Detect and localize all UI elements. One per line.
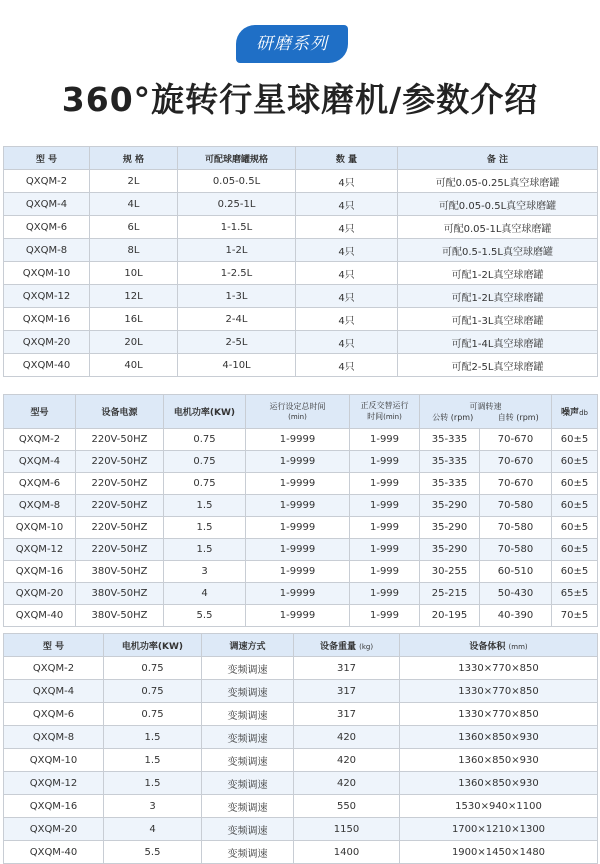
table-cell: 1-2L: [178, 239, 296, 262]
table-cell: 0.75: [104, 703, 202, 726]
header-speed-mode: 调速方式: [202, 634, 294, 657]
header-run-time-unit: (min): [288, 412, 307, 421]
table-cell: 6L: [90, 216, 178, 239]
header-remark: 备 注: [398, 147, 598, 170]
header-reverse-unit: (min): [383, 413, 402, 421]
header-weight: [294, 634, 400, 657]
table-row: [4, 473, 598, 495]
header-run-time-label: 运行设定总时间: [269, 401, 326, 411]
table-cell: 5.5: [104, 841, 202, 864]
table-cell: 1-999: [350, 517, 420, 539]
table-cell: 220V-50HZ: [76, 495, 164, 517]
table-cell: 1360×850×930: [400, 749, 598, 772]
table-cell: 4: [104, 818, 202, 841]
table-cell: 317: [294, 703, 400, 726]
table-cell: QXQM-8: [4, 495, 76, 517]
header-noise-label: 噪声: [561, 408, 580, 418]
table-cell: 60±5: [552, 429, 598, 451]
table-cell: 0.75: [164, 473, 246, 495]
table-header-row: [4, 395, 598, 429]
table-cell: 220V-50HZ: [76, 539, 164, 561]
table-cell: 317: [294, 657, 400, 680]
table-cell: QXQM-16: [4, 561, 76, 583]
page-title: 360°旋转行星球磨机/参数介绍: [61, 80, 539, 119]
table-cell: 4只: [296, 262, 398, 285]
table-cell: 1.5: [164, 539, 246, 561]
table-cell: 可配1-3L真空球磨罐: [398, 308, 598, 331]
table-cell: QXQM-40: [4, 605, 76, 627]
table-cell: QXQM-4: [4, 680, 104, 703]
table-cell: 4只: [296, 285, 398, 308]
table-cell: QXQM-8: [4, 726, 104, 749]
table-row: [4, 680, 598, 703]
table-cell: 1-9999: [246, 583, 350, 605]
table-body: [4, 657, 598, 864]
table-row: [4, 841, 598, 864]
table-cell: 1360×850×930: [400, 726, 598, 749]
table-cell: 4-10L: [178, 354, 296, 377]
table-cell: 2-4L: [178, 308, 296, 331]
header-spec: 规 格: [90, 147, 178, 170]
table-cell: 70±5: [552, 605, 598, 627]
series-badge: 研磨系列: [236, 25, 348, 63]
table-cell: QXQM-4: [4, 193, 90, 216]
header-noise: [552, 395, 598, 429]
table-cell: 35-335: [420, 473, 480, 495]
table-cell: QXQM-16: [4, 795, 104, 818]
table-cell: QXQM-20: [4, 818, 104, 841]
table-cell: 0.75: [104, 657, 202, 680]
table-cell: 可配2-5L真空球磨罐: [398, 354, 598, 377]
table-cell: 3: [104, 795, 202, 818]
table-cell: 变频调速: [202, 703, 294, 726]
table-cell: 65±5: [552, 583, 598, 605]
table-cell: 8L: [90, 239, 178, 262]
table-cell: 4只: [296, 354, 398, 377]
table-row: [4, 170, 598, 193]
table-cell: 4只: [296, 239, 398, 262]
table-cell: 60±5: [552, 451, 598, 473]
table-row: [4, 331, 598, 354]
table-cell: 可配0.05-1L真空球磨罐: [398, 216, 598, 239]
table-cell: QXQM-2: [4, 170, 90, 193]
header-reverse-time: [350, 395, 420, 429]
table-row: [4, 451, 598, 473]
table-cell: 220V-50HZ: [76, 451, 164, 473]
table-cell: 35-335: [420, 429, 480, 451]
table-cell: QXQM-4: [4, 451, 76, 473]
header-motor-power: 电机功率(KW): [164, 395, 246, 429]
table-cell: 10L: [90, 262, 178, 285]
table-cell: 1330×770×850: [400, 657, 598, 680]
table-row: [4, 193, 598, 216]
table-cell: QXQM-10: [4, 749, 104, 772]
table-cell: QXQM-10: [4, 262, 90, 285]
header-revolution: 公转 (rpm): [432, 412, 474, 422]
header-reverse-label-2: [350, 411, 419, 423]
table-cell: QXQM-2: [4, 429, 76, 451]
table-cell: 60±5: [552, 517, 598, 539]
header-jar-spec: 可配球磨罐规格: [178, 147, 296, 170]
table-row: [4, 657, 598, 680]
table-cell: 1-999: [350, 539, 420, 561]
table-cell: 70-670: [480, 451, 552, 473]
table-cell: 1330×770×850: [400, 703, 598, 726]
table-cell: 25-215: [420, 583, 480, 605]
table-cell: 1-999: [350, 605, 420, 627]
table-cell: 1-999: [350, 561, 420, 583]
table-cell: 1700×1210×1300: [400, 818, 598, 841]
header-motor-power: 电机功率(KW): [104, 634, 202, 657]
table-row: [4, 239, 598, 262]
table-cell: 0.75: [104, 680, 202, 703]
table-row: [4, 495, 598, 517]
table-cell: 60±5: [552, 473, 598, 495]
table-cell: 1-999: [350, 451, 420, 473]
table-cell: 0.05-0.5L: [178, 170, 296, 193]
table-cell: QXQM-6: [4, 473, 76, 495]
table-cell: 1-999: [350, 583, 420, 605]
table-row: [4, 216, 598, 239]
table-cell: 35-290: [420, 495, 480, 517]
table-row: [4, 605, 598, 627]
table-cell: 40-390: [480, 605, 552, 627]
table-body: [4, 429, 598, 627]
table-cell: QXQM-6: [4, 703, 104, 726]
header-speed-sub: [420, 412, 551, 423]
header-rotation: 自转 (rpm): [497, 412, 539, 422]
table-cell: QXQM-16: [4, 308, 90, 331]
header-model: 型 号: [4, 634, 104, 657]
table-cell: 变频调速: [202, 749, 294, 772]
table-cell: 1-9999: [246, 517, 350, 539]
header-model: 型 号: [4, 147, 90, 170]
table-cell: 2-5L: [178, 331, 296, 354]
table-row: [4, 308, 598, 331]
table-cell: QXQM-12: [4, 285, 90, 308]
header-power-supply: 设备电源: [76, 395, 164, 429]
table-body: [4, 170, 598, 377]
table-cell: 1360×850×930: [400, 772, 598, 795]
header-reverse-time-word: 时间: [367, 412, 384, 421]
header-weight-label: 设备重量: [319, 641, 356, 652]
table-cell: 1.5: [104, 726, 202, 749]
table-cell: 1-999: [350, 473, 420, 495]
table-cell: QXQM-8: [4, 239, 90, 262]
table-cell: 420: [294, 749, 400, 772]
table-cell: 220V-50HZ: [76, 473, 164, 495]
table-cell: QXQM-20: [4, 583, 76, 605]
table-row: [4, 262, 598, 285]
table-cell: 变频调速: [202, 795, 294, 818]
table-cell: 0.75: [164, 429, 246, 451]
table-row: [4, 703, 598, 726]
header-volume-label: 设备体积: [469, 641, 506, 652]
table-cell: QXQM-6: [4, 216, 90, 239]
table-cell: 380V-50HZ: [76, 561, 164, 583]
table-cell: 380V-50HZ: [76, 605, 164, 627]
table-cell: 4: [164, 583, 246, 605]
table-cell: 35-290: [420, 517, 480, 539]
table-cell: 1-1.5L: [178, 216, 296, 239]
table-cell: 4只: [296, 216, 398, 239]
table-cell: 70-580: [480, 539, 552, 561]
table-cell: 4只: [296, 193, 398, 216]
table-cell: 550: [294, 795, 400, 818]
jar-spec-table: [3, 146, 598, 377]
table-header-row: [4, 634, 598, 657]
dimension-spec-table: [3, 633, 598, 864]
table-row: [4, 583, 598, 605]
table-row: [4, 795, 598, 818]
table-cell: 2L: [90, 170, 178, 193]
table-cell: QXQM-40: [4, 841, 104, 864]
table-cell: 60±5: [552, 539, 598, 561]
table-cell: QXQM-12: [4, 772, 104, 795]
table-row: [4, 772, 598, 795]
header-volume-unit: (mm): [508, 642, 528, 651]
table-row: [4, 429, 598, 451]
electrical-spec-table: [3, 394, 598, 627]
table-cell: 可配0.05-0.5L真空球磨罐: [398, 193, 598, 216]
header-run-time: [246, 395, 350, 429]
table-cell: 70-580: [480, 495, 552, 517]
table-cell: 1-9999: [246, 495, 350, 517]
table-cell: 1.5: [164, 495, 246, 517]
header-noise-unit: db: [579, 409, 588, 417]
table-cell: 3: [164, 561, 246, 583]
table-cell: 4只: [296, 170, 398, 193]
table-cell: 16L: [90, 308, 178, 331]
table-cell: 变频调速: [202, 657, 294, 680]
table-cell: 220V-50HZ: [76, 429, 164, 451]
header-speed: [420, 395, 552, 429]
table-cell: 4只: [296, 308, 398, 331]
header-quantity: 数 量: [296, 147, 398, 170]
table-row: [4, 818, 598, 841]
table-cell: 420: [294, 772, 400, 795]
table-cell: 1-2.5L: [178, 262, 296, 285]
table-cell: 可配1-4L真空球磨罐: [398, 331, 598, 354]
table-cell: 1-9999: [246, 429, 350, 451]
table-cell: 1900×1450×1480: [400, 841, 598, 864]
table-header-row: [4, 147, 598, 170]
header-volume: [400, 634, 598, 657]
table-cell: 1400: [294, 841, 400, 864]
table-cell: 0.25-1L: [178, 193, 296, 216]
table-cell: 1-999: [350, 429, 420, 451]
table-cell: 1530×940×1100: [400, 795, 598, 818]
table-row: [4, 749, 598, 772]
table-cell: QXQM-12: [4, 539, 76, 561]
table-row: [4, 285, 598, 308]
header-speed-label: 可调转速: [469, 401, 502, 411]
table-cell: 4L: [90, 193, 178, 216]
table-cell: 变频调速: [202, 680, 294, 703]
table-cell: 1-9999: [246, 451, 350, 473]
table-cell: QXQM-2: [4, 657, 104, 680]
table-cell: 1-999: [350, 495, 420, 517]
table-cell: 1-9999: [246, 561, 350, 583]
table-cell: 1150: [294, 818, 400, 841]
table-cell: 60-510: [480, 561, 552, 583]
table-cell: 变频调速: [202, 818, 294, 841]
table-cell: 60±5: [552, 561, 598, 583]
table-cell: 5.5: [164, 605, 246, 627]
table-cell: 1-9999: [246, 605, 350, 627]
table-cell: 70-670: [480, 429, 552, 451]
table-cell: 变频调速: [202, 841, 294, 864]
table-cell: 35-290: [420, 539, 480, 561]
table-cell: 1-9999: [246, 539, 350, 561]
table-cell: 可配0.5-1.5L真空球磨罐: [398, 239, 598, 262]
header-model: 型号: [4, 395, 76, 429]
table-cell: 380V-50HZ: [76, 583, 164, 605]
table-cell: 20L: [90, 331, 178, 354]
table-cell: 35-335: [420, 451, 480, 473]
table-cell: 4只: [296, 331, 398, 354]
table-row: [4, 726, 598, 749]
table-cell: 220V-50HZ: [76, 517, 164, 539]
table-row: [4, 539, 598, 561]
table-cell: 70-580: [480, 517, 552, 539]
header-weight-unit: (kg): [359, 642, 374, 651]
table-row: [4, 354, 598, 377]
table-cell: 可配0.05-0.25L真空球磨罐: [398, 170, 598, 193]
table-cell: 1.5: [164, 517, 246, 539]
table-cell: 420: [294, 726, 400, 749]
table-cell: 可配1-2L真空球磨罐: [398, 262, 598, 285]
table-cell: 1330×770×850: [400, 680, 598, 703]
table-cell: 30-255: [420, 561, 480, 583]
table-cell: QXQM-40: [4, 354, 90, 377]
table-row: [4, 517, 598, 539]
table-cell: 可配1-2L真空球磨罐: [398, 285, 598, 308]
table-cell: 317: [294, 680, 400, 703]
table-cell: 20-195: [420, 605, 480, 627]
table-cell: 40L: [90, 354, 178, 377]
table-cell: QXQM-10: [4, 517, 76, 539]
table-cell: 1.5: [104, 772, 202, 795]
header-reverse-label: 正反交替运行: [360, 401, 409, 410]
table-row: [4, 561, 598, 583]
table-cell: 70-670: [480, 473, 552, 495]
table-cell: 变频调速: [202, 726, 294, 749]
table-cell: 变频调速: [202, 772, 294, 795]
table-cell: 50-430: [480, 583, 552, 605]
table-cell: 60±5: [552, 495, 598, 517]
table-cell: 1.5: [104, 749, 202, 772]
table-cell: 0.75: [164, 451, 246, 473]
table-cell: 1-9999: [246, 473, 350, 495]
table-cell: QXQM-20: [4, 331, 90, 354]
table-cell: 1-3L: [178, 285, 296, 308]
table-cell: 12L: [90, 285, 178, 308]
